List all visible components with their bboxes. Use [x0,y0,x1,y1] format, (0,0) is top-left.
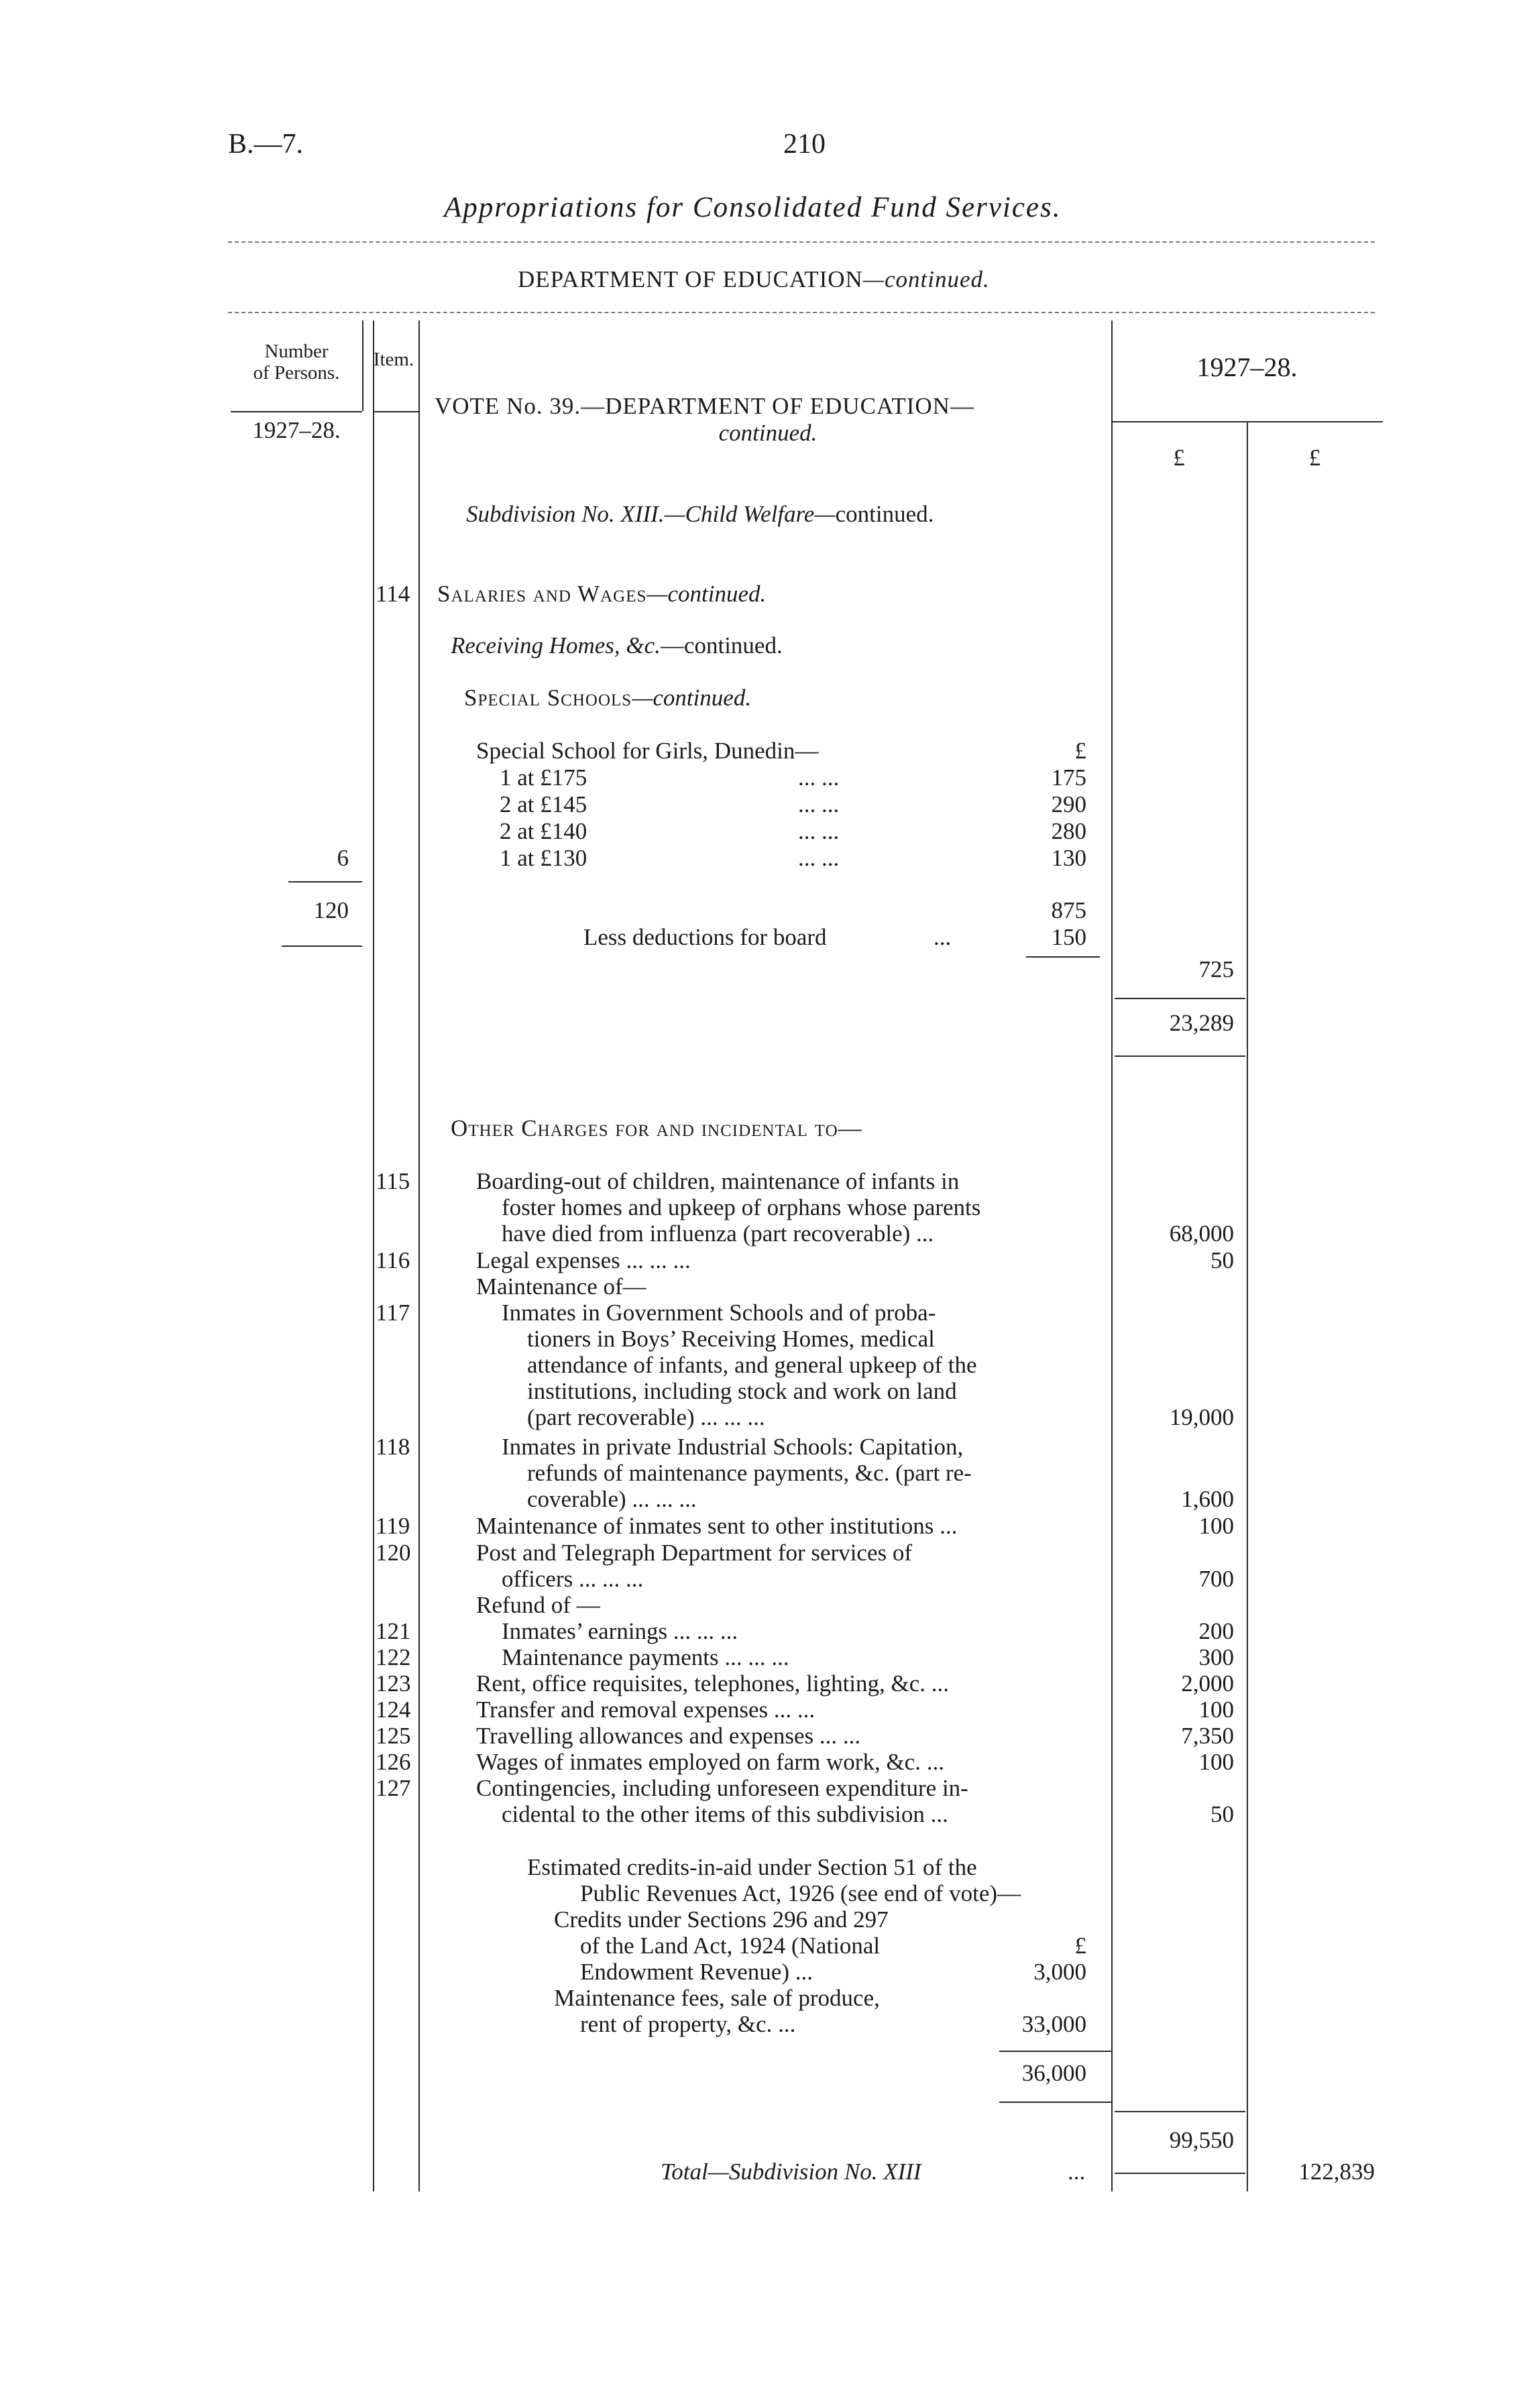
item-118-amount: 1,600 [1181,1486,1234,1512]
credits-total: 36,000 [1021,2060,1086,2086]
salary-row-dots: ... ... [798,845,840,871]
item-117-line: institutions, including stock and work on land [527,1378,957,1404]
net-rule [1026,956,1100,958]
item-126-line: Wages of inmates employed on farm work, &c. ... [476,1749,944,1775]
item-119: 119 [376,1513,410,1539]
item-124-line: Transfer and removal expenses ... ... [476,1697,815,1723]
item-115-amount: 68,000 [1169,1220,1234,1247]
other-charges-heading: Other Charges for and incidental to— [451,1115,862,1141]
persons-total-rule [282,945,362,947]
persons-sum-rule [288,881,362,882]
page-title: Appropriations for Consolidated Fund Services. [444,192,1062,223]
page-number: 210 [783,129,826,160]
less-deductions-dots: ... [934,924,952,950]
less-deductions-label: Less deductions for board [583,924,827,950]
item-121-line: Inmates’ earnings ... ... ... [502,1618,738,1644]
maintenance-fees-line: Maintenance fees, sale of produce, [554,1985,880,2011]
salary-row-value: 290 [1051,791,1086,817]
school-name: Special School for Girls, Dunedin— [476,738,819,764]
item-115-line: Boarding-out of children, maintenance of infants in [476,1168,960,1194]
column-rule-item-left [373,321,374,2191]
salary-row-value: 175 [1051,764,1086,791]
pound-column-2: £ [1308,445,1321,471]
special-schools-heading: Special Schools—continued. [464,685,752,711]
vote-title: VOTE No. 39.—DEPARTMENT OF EDUCATION— [435,393,974,419]
item-120-line: officers ... ... ... [502,1566,644,1592]
maintenance-of-heading: Maintenance of— [476,1273,646,1300]
land-act-line: of the Land Act, 1924 (National [580,1933,881,1959]
item-124-amount: 100 [1198,1697,1234,1723]
credits-total-underline [999,2102,1111,2103]
item-120: 120 [376,1540,411,1566]
salaries-total-rule [1115,998,1245,999]
item-125-amount: 7,350 [1181,1723,1234,1749]
charges-total: 99,550 [1169,2127,1234,2153]
land-act-line: Credits under Sections 296 and 297 [554,1906,889,1933]
maintenance-fees-line: rent of property, &c. ... [580,2011,796,2037]
item-123-amount: 2,000 [1181,1670,1234,1697]
item-118-line: refunds of maintenance payments, &c. (part re- [527,1460,972,1486]
salary-row-value: 130 [1051,845,1086,871]
item-header-label: Item. [373,349,414,370]
column-rule-amount-mid [1247,421,1248,2191]
salaries-net: 725 [1198,956,1234,982]
item-117-amount: 19,000 [1169,1404,1234,1430]
subdivision-heading: Subdivision No. XIII.—Child Welfare—continued. [466,501,934,527]
subdivision-grand-total: 122,839 [1298,2159,1375,2185]
item-122-line: Maintenance payments ... ... ... [502,1644,789,1670]
persons-year: 1927–28. [252,417,341,443]
item-117-line: (part recoverable) ... ... ... [527,1404,765,1430]
item-117-line: Inmates in Government Schools and of proba- [502,1300,936,1326]
item-124: 124 [376,1697,411,1723]
item-118: 118 [376,1434,410,1460]
amount-year: 1927–28. [1196,352,1298,382]
salaries-total: 23,289 [1169,1010,1234,1036]
item-127-amount: 50 [1210,1801,1234,1827]
column-rule-item-right [418,321,420,2191]
item-116-amount: 50 [1210,1247,1234,1273]
item-125: 125 [376,1723,411,1749]
department-heading: DEPARTMENT OF EDUCATION—continued. [518,266,990,292]
item-122: 122 [376,1644,411,1670]
charges-total-rule [1115,2111,1245,2112]
item-115: 115 [376,1168,410,1194]
column-rule-amount-left [1111,321,1113,2191]
credits-pound-sign: £ [1074,1933,1086,1959]
item-117-line: tioners in Boys’ Receiving Homes, medical [527,1326,935,1352]
item-117: 117 [376,1300,410,1326]
salary-pound-sign: £ [1074,738,1086,764]
persons-header-rule [231,411,362,412]
item-123: 123 [376,1670,411,1697]
year-header-rule [1111,421,1383,422]
item-127-line: cidental to the other items of this subdivision ... [502,1801,948,1827]
persons-total: 120 [313,897,349,923]
subdivision-total-dots: ... [1068,2159,1086,2185]
item-118-line: coverable) ... ... ... [527,1486,697,1512]
salary-row-label: 2 at £145 [500,791,587,817]
item-header-rule [373,411,418,412]
pound-column-1: £ [1173,445,1185,471]
item-120-amount: 700 [1198,1566,1234,1592]
item-122-amount: 300 [1198,1644,1234,1670]
salary-row-dots: ... ... [798,791,840,817]
report-code: B.—7. [228,129,304,160]
salaries-heading: Salaries and Wages—continued. [437,581,767,607]
persons-header-label: Number of Persons. [253,341,340,384]
land-act-value: 3,000 [1033,1959,1086,1985]
column-rule-persons [362,321,363,411]
vote-continued: continued. [718,420,818,446]
persons-count: 6 [337,845,349,871]
salary-row-label: 1 at £175 [500,764,587,791]
salaries-total-underline [1115,1055,1245,1057]
item-126: 126 [376,1749,411,1775]
credits-line: Estimated credits-in-aid under Section 51 of the [527,1854,977,1880]
item-119-line: Maintenance of inmates sent to other institutions ... [476,1513,958,1539]
item-119-amount: 100 [1198,1513,1234,1539]
charges-total-underline [1115,2173,1245,2174]
salary-row-dots: ... ... [798,764,840,791]
less-deductions-value: 150 [1051,924,1086,950]
salary-row-dots: ... ... [798,818,840,844]
refund-of-heading: Refund of — [476,1592,600,1618]
item-120-line: Post and Telegraph Department for services of [476,1540,913,1566]
land-act-line: Endowment Revenue) ... [580,1959,813,1985]
department-rule [228,312,1375,313]
item-118-line: Inmates in private Industrial Schools: Capitation, [502,1434,964,1460]
item-121: 121 [376,1618,411,1644]
salary-row-value: 280 [1051,818,1086,844]
credits-total-rule [999,2051,1111,2052]
maintenance-fees-value: 33,000 [1021,2011,1086,2037]
item-115-line: foster homes and upkeep of orphans whose parents [502,1194,981,1220]
salary-subtotal: 875 [1051,897,1086,923]
item-117-line: attendance of infants, and general upkeep of the [527,1352,977,1378]
item-116: 116 [376,1247,410,1273]
salary-row-label: 2 at £140 [500,818,587,844]
title-rule [228,241,1375,243]
item-121-amount: 200 [1198,1618,1234,1644]
salary-row-label: 1 at £130 [500,845,587,871]
item-114: 114 [376,581,410,607]
credits-line: Public Revenues Act, 1926 (see end of vote)— [580,1880,1021,1906]
item-127-line: Contingencies, including unforeseen expenditure in- [476,1775,968,1801]
item-126-amount: 100 [1198,1749,1234,1775]
item-127: 127 [376,1775,411,1801]
item-125-line: Travelling allowances and expenses ... ... [476,1723,861,1749]
receiving-homes-heading: Receiving Homes, &c.—continued. [451,632,783,658]
item-115-line: have died from influenza (part recoverable) ... [502,1220,934,1247]
subdivision-total-label: Total—Subdivision No. XIII [661,2159,921,2185]
item-116-line: Legal expenses ... ... ... [476,1247,691,1273]
item-123-line: Rent, office requisites, telephones, lighting, &c. ... [476,1670,950,1697]
